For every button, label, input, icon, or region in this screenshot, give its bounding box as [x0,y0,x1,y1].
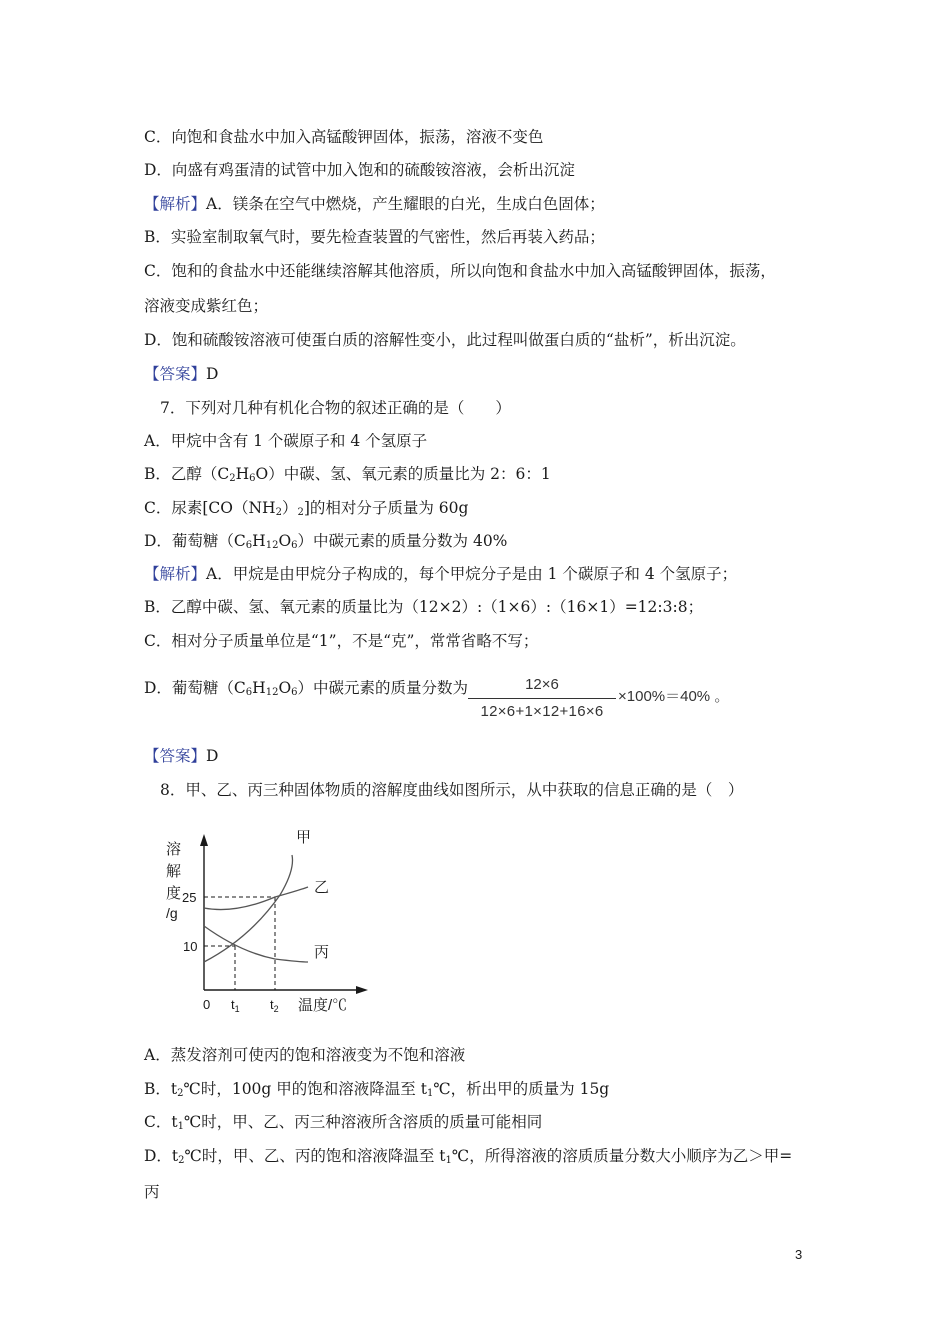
analysis-text: A．镁条在空气中燃烧，产生耀眼的白光，生成白色固体； [206,195,605,213]
label-bing: 丙 [314,944,330,961]
q7-option-b: B．乙醇$(C_2H_6O)$中碳、氢、氧元素的质量比为 2：6：1 [144,465,551,484]
answer-tag: 【答案】 [144,365,207,383]
q6-analysis-d: D．饱和硫酸铵溶液可使蛋白质的溶解性变小，此过程叫做蛋白质的“盐析”，析出沉淀。 [144,331,746,349]
answer-tag: 【答案】 [144,747,207,765]
q6-analysis-c2: 溶液变成紫红色； [144,297,269,315]
fraction-result: ×100%＝40% 。 [618,688,730,705]
label-yi: 乙 [314,879,330,896]
fraction-numerator: 12×6 [525,676,559,693]
q6-option-c: C．向饱和食盐水中加入高锰酸钾固体，振荡，溶液不变色 [144,128,544,146]
page-number: 3 [795,1247,803,1262]
ylabel-line-3: 度 [166,885,182,902]
q8-option-c: C．$t_1℃$时，甲、乙、丙三种溶液所含溶质的质量可能相同 [144,1113,543,1132]
mass-fraction-formula [468,674,616,723]
q7-analysis-b: B．乙醇中碳、氢、氧元素的质量比为（12×2）:（1×6）:（16×1）=12:3:8； [144,598,704,616]
curve-jia [204,855,293,962]
q8-option-b: B．$t_2℃$时，100g 甲的饱和溶液降温至 $t_1℃$，析出甲的质量为 15g [144,1080,610,1099]
ylabel-line-1: 溶 [166,841,182,858]
answer-value: D [206,747,219,765]
q7-option-c: C．尿素$[CO(NH_2)_2]$的相对分子质量为 60g [144,499,469,518]
fraction-denominator: 12×6+1×12+16×6 [480,703,604,720]
q6-analysis-b: B．实验室制取氧气时，要先检查装置的气密性，然后再装入药品； [144,228,605,246]
y-tick-25: 25 [182,890,197,905]
q7-analysis-d: D．葡萄糖$(C_6H_{12}O_6)$中碳元素的质量分数为 [144,679,469,698]
x-tick-t2: $t_2$ [270,997,279,1014]
answer-value: D [206,365,219,383]
x-axis-label: 温度/℃ [298,997,348,1014]
ylabel-line-2: 解 [166,863,182,880]
fraction-bar [468,698,616,699]
q7-analysis-c: C．相对分子质量单位是“1”，不是“克”，常常省略不写； [144,632,539,650]
ylabel-line-4: /g [166,905,178,921]
q6-answer [144,363,218,385]
x-tick-origin: 0 [203,997,211,1012]
analysis-text: A．甲烷是由甲烷分子构成的，每个甲烷分子是由 1 个碳原子和 4 个氢原子； [206,565,738,583]
y-tick-10: 10 [183,939,198,954]
x-axis-arrow [356,986,368,994]
q6-option-d: D．向盛有鸡蛋清的试管中加入饱和的硫酸铵溶液，会析出沉淀 [144,161,575,179]
q7-analysis-a [144,563,737,585]
label-jia: 甲 [296,829,312,846]
q7-answer [144,745,218,767]
q6-analysis-a [144,193,605,215]
y-axis-arrow [200,834,208,846]
analysis-tag: 【解析】 [144,195,207,213]
q7-stem: 7．下列对几种有机化合物的叙述正确的是（ ） [160,399,511,417]
curve-yi [204,887,308,910]
q8-option-d: D．$t_2℃$时，甲、乙、丙的饱和溶液降温至 $t_1℃$，所得溶液的溶质质量分数大小顺序为乙＞甲= [144,1147,793,1166]
q6-analysis-c1: C．饱和的食盐水中还能继续溶解其他溶质，所以向饱和食盐水中加入高锰酸钾固体，振荡， [144,262,776,280]
q7-option-d: D．葡萄糖$(C_6H_{12}O_6)$中碳元素的质量分数为 40% [144,532,508,551]
analysis-tag: 【解析】 [144,565,207,583]
solubility-curve-chart [150,820,370,1020]
q8-stem: 8．甲、乙、丙三种固体物质的溶解度曲线如图所示，从中获取的信息正确的是（ ） [160,781,744,799]
q8-option-a: A．蒸发溶剂可使丙的饱和溶液变为不饱和溶液 [144,1046,466,1064]
q8-option-d-line2: 丙 [144,1183,160,1201]
curve-bing [204,926,308,962]
x-tick-t1: $t_1$ [231,997,240,1014]
q7-option-a: A．甲烷中含有 1 个碳原子和 4 个氢原子 [144,432,428,450]
